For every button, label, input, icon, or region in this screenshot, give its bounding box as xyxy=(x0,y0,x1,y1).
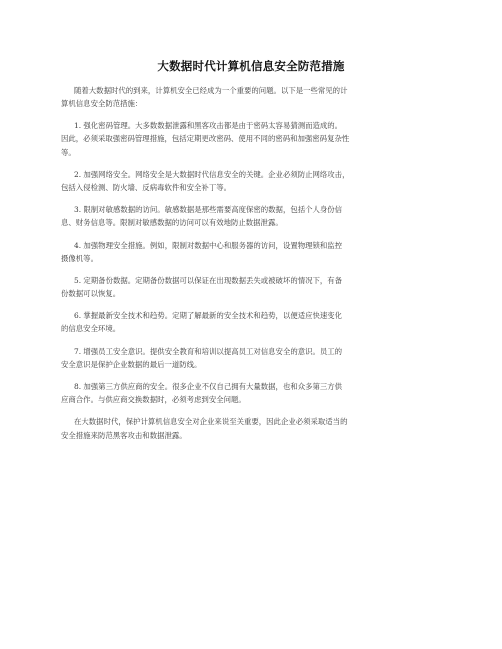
paragraph-line: 1. 强化密码管理。大多数数据泄露和黑客攻击都是由于密码太容易猜测而造成的。 xyxy=(74,121,343,131)
paragraph-line: 安全措施来防范黑客攻击和数据泄露。 xyxy=(61,430,187,440)
paragraph-measure-6 xyxy=(61,309,436,335)
paragraph-line: 6. 掌握最新安全技术和趋势。定期了解最新的安全技术和趋势，以便适应快速变化 xyxy=(74,311,343,321)
paragraph-line: 4. 加强物理安全措施。例如，限制对数据中心和服务器的访问，设置物理锁和监控 xyxy=(74,240,343,250)
paragraph-conclusion xyxy=(61,415,436,441)
document-title: 大数据时代计算机信息安全防范措施 xyxy=(157,59,345,73)
paragraph-line: 包括入侵检测、防火墙、反病毒软件和安全补丁等。 xyxy=(61,182,231,192)
paragraph-line: 7. 增强员工安全意识。提供安全教育和培训以提高员工对信息安全的意识。员工的 xyxy=(74,346,343,356)
paragraph-measure-1 xyxy=(61,119,436,158)
paragraph-line: 3. 限制对敏感数据的访问。敏感数据是那些需要高度保密的数据，包括个人身份信 xyxy=(74,205,343,215)
paragraph-measure-8 xyxy=(61,380,436,406)
paragraph-line: 等。 xyxy=(61,147,76,157)
document-body xyxy=(61,84,436,451)
paragraph-line: 息、财务信息等。限制对敏感数据的访问可以有效地防止数据泄露。 xyxy=(61,218,283,228)
paragraph-measure-4 xyxy=(61,239,436,265)
paragraph-line: 因此，必须采取强密码管理措施，包括定期更改密码、使用不同的密码和加强密码复杂性 xyxy=(61,134,350,144)
paragraph-line: 安全意识是保护企业数据的最后一道防线。 xyxy=(61,359,202,369)
paragraph-line: 8. 加强第三方供应商的安全。很多企业不仅自己拥有大量数据，也和众多第三方供 xyxy=(74,382,343,392)
paragraph-measure-2 xyxy=(61,168,436,194)
paragraph-measure-3 xyxy=(61,203,436,229)
paragraph-line: 随着大数据时代的到来，计算机安全已经成为一个重要的问题。以下是一些常见的计 xyxy=(74,86,348,95)
paragraph-line: 在大数据时代，保护计算机信息安全对企业来说至关重要，因此企业必须采取适当的 xyxy=(74,417,348,427)
paragraph-measure-5 xyxy=(61,274,436,300)
paragraph-measure-7 xyxy=(61,345,436,371)
paragraph-line: 算机信息安全防范措施： xyxy=(61,99,143,109)
paragraph-line: 5. 定期备份数据。定期备份数据可以保证在出现数据丢失或被破坏的情况下，有备 xyxy=(74,275,343,285)
paragraph-line: 份数据可以恢复。 xyxy=(61,289,121,299)
paragraph-line: 的信息安全环境。 xyxy=(61,324,121,334)
paragraph-intro xyxy=(61,84,436,110)
paragraph-line: 2. 加强网络安全。网络安全是大数据时代信息安全的关键。企业必须防止网络攻击， xyxy=(74,169,350,179)
paragraph-line: 应商合作。与供应商交换数据时，必须考虑到安全问题。 xyxy=(61,395,246,405)
paragraph-line: 摄像机等。 xyxy=(61,253,98,263)
